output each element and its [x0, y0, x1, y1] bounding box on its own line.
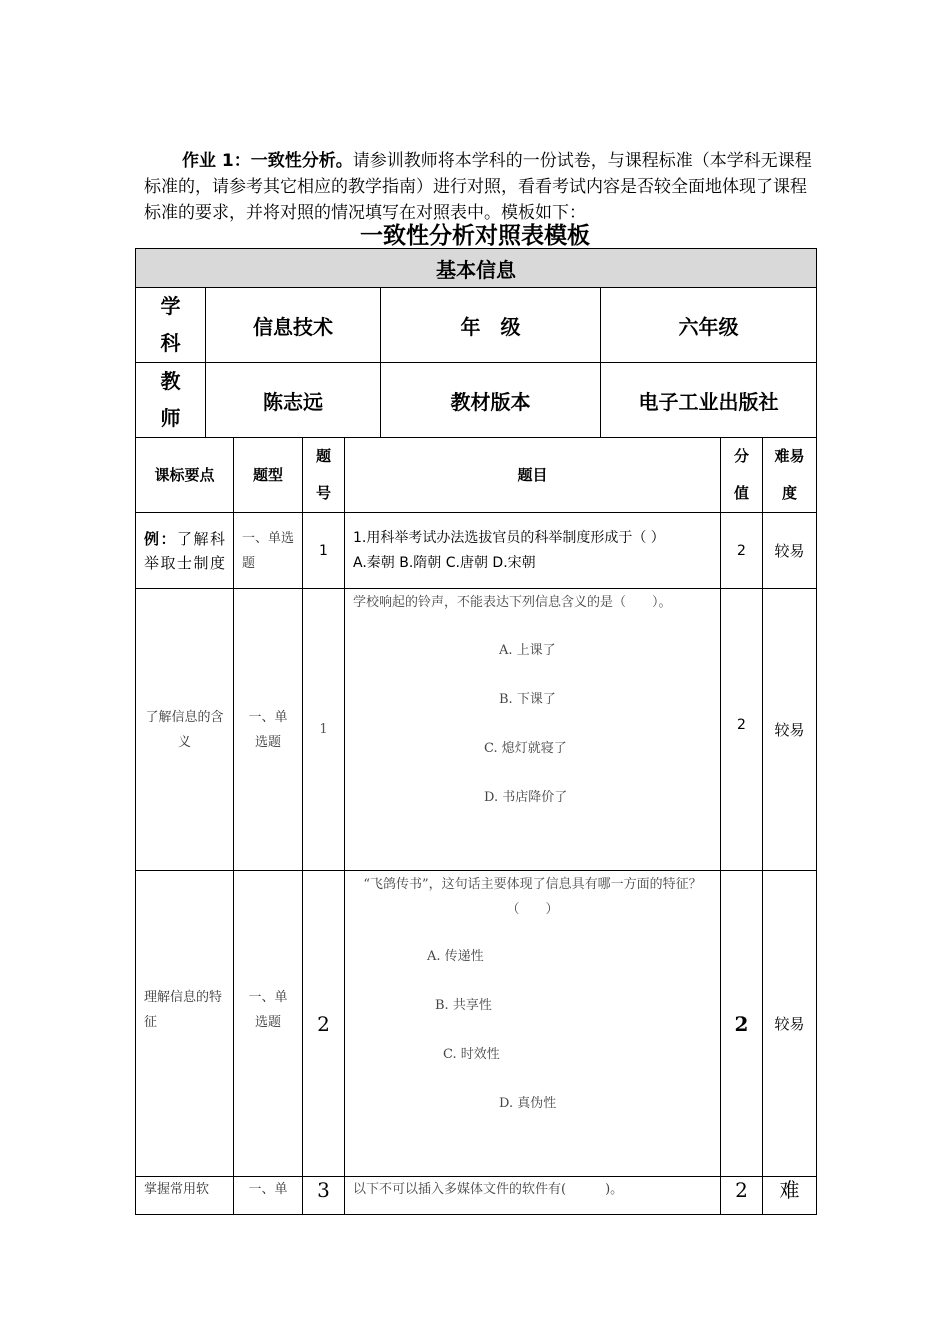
intro-paragraph: [144, 148, 816, 226]
row1-type: 一、单选题: [234, 589, 303, 871]
row0-point-bold: 例：: [144, 529, 177, 548]
row0-score: 2: [721, 513, 763, 589]
table-row: [136, 513, 817, 589]
row1-question-text: 学校响起的铃声，不能表达下列信息含义的是（ ）。: [353, 595, 672, 610]
col-header-score-1: 分: [733, 447, 749, 465]
teacher-label-char-1: 教: [160, 369, 181, 393]
row0-type: 一、单选题: [234, 513, 303, 589]
subject-label: [136, 288, 206, 363]
row2-num: 2: [303, 871, 345, 1177]
document-title: 一致性分析对照表模板: [360, 223, 590, 249]
basic-info-table: [135, 248, 817, 438]
row1-option-a: A. 上课了: [499, 643, 556, 658]
row1-point: 了解信息的含义: [136, 589, 234, 871]
subject-value: 信息技术: [206, 288, 381, 363]
col-header-num-2: 号: [315, 484, 331, 502]
row2-type: 一、单选题: [234, 871, 303, 1177]
row3-type: 一、单: [234, 1177, 303, 1215]
row0-question-text: 1.用科举考试办法选拔官员的科举制度形成于（ ）: [353, 529, 665, 546]
subject-label-char-2: 科: [160, 331, 181, 355]
row3-difficulty: 难: [763, 1177, 817, 1215]
row0-point-text: 了解科举取士制度: [144, 529, 225, 572]
row3-question: 以下不可以插入多媒体文件的软件有( )。: [345, 1177, 721, 1215]
row0-point: [136, 513, 234, 589]
row0-options: A.秦朝 B.隋朝 C.唐朝 D.宋朝: [353, 554, 536, 571]
comparison-table: [135, 437, 817, 1215]
edition-label: 教材版本: [381, 363, 601, 438]
row2-option-b: B. 共享性: [435, 998, 492, 1013]
row1-num: 1: [303, 589, 345, 871]
grade-value: 六年级: [601, 288, 817, 363]
col-header-point: 课标要点: [136, 438, 234, 513]
subject-label-char-1: 学: [160, 294, 181, 318]
row1-difficulty: 较易: [763, 589, 817, 871]
col-header-num-1: 题: [315, 447, 331, 465]
col-header-score-2: 值: [733, 484, 749, 502]
col-header-question: 题目: [345, 438, 721, 513]
row1-option-b: B. 下课了: [499, 692, 556, 707]
teacher-value: 陈志远: [206, 363, 381, 438]
row3-point: 掌握常用软: [136, 1177, 234, 1215]
row2-option-a: A. 传递性: [427, 949, 484, 964]
row2-question: [345, 871, 721, 1177]
row1-question: [345, 589, 721, 871]
grade-label: 年 级: [381, 288, 601, 363]
row2-difficulty: 较易: [763, 871, 817, 1177]
col-header-difficulty-2: 度: [781, 484, 797, 502]
row1-option-c: C. 熄灯就寝了: [484, 741, 567, 756]
row3-num: 3: [303, 1177, 345, 1215]
intro-text: 请参训教师将本学科的一份试卷，与课程标准（本学科无课程标准的，请参考其它相应的教学指南）进行对照，看看考试内容是否较全面地体现了课程标准的要求，并将对照的情况填写在对照表中。模板如下：: [144, 151, 812, 223]
teacher-label: [136, 363, 206, 438]
edition-value: 电子工业出版社: [601, 363, 817, 438]
row2-score: 2: [721, 871, 763, 1177]
row0-num: 1: [303, 513, 345, 589]
row1-score: 2: [721, 589, 763, 871]
row3-score: 2: [721, 1177, 763, 1215]
col-header-score: [721, 438, 763, 513]
col-header-difficulty: [763, 438, 817, 513]
row2-option-d: D. 真伪性: [499, 1096, 557, 1111]
row2-point: 理解信息的特征: [136, 871, 234, 1177]
row2-option-c: C. 时效性: [443, 1047, 500, 1062]
col-header-type: 题型: [234, 438, 303, 513]
table-row: [136, 871, 817, 1177]
table-header-row: [136, 438, 817, 513]
row2-question-text: “飞鸽传书”，这句话主要体现了信息具有哪一方面的特征？（ ）: [363, 877, 702, 917]
col-header-num: [303, 438, 345, 513]
col-header-difficulty-1: 难易: [774, 447, 805, 465]
intro-bold-label: 作业 1：一致性分析。: [182, 151, 353, 171]
row0-question: [345, 513, 721, 589]
basic-info-header: 基本信息: [136, 249, 817, 288]
table-row: [136, 1177, 817, 1215]
table-row: [136, 589, 817, 871]
row0-difficulty: 较易: [763, 513, 817, 589]
row1-option-d: D. 书店降价了: [484, 790, 568, 805]
teacher-label-char-2: 师: [160, 406, 181, 430]
